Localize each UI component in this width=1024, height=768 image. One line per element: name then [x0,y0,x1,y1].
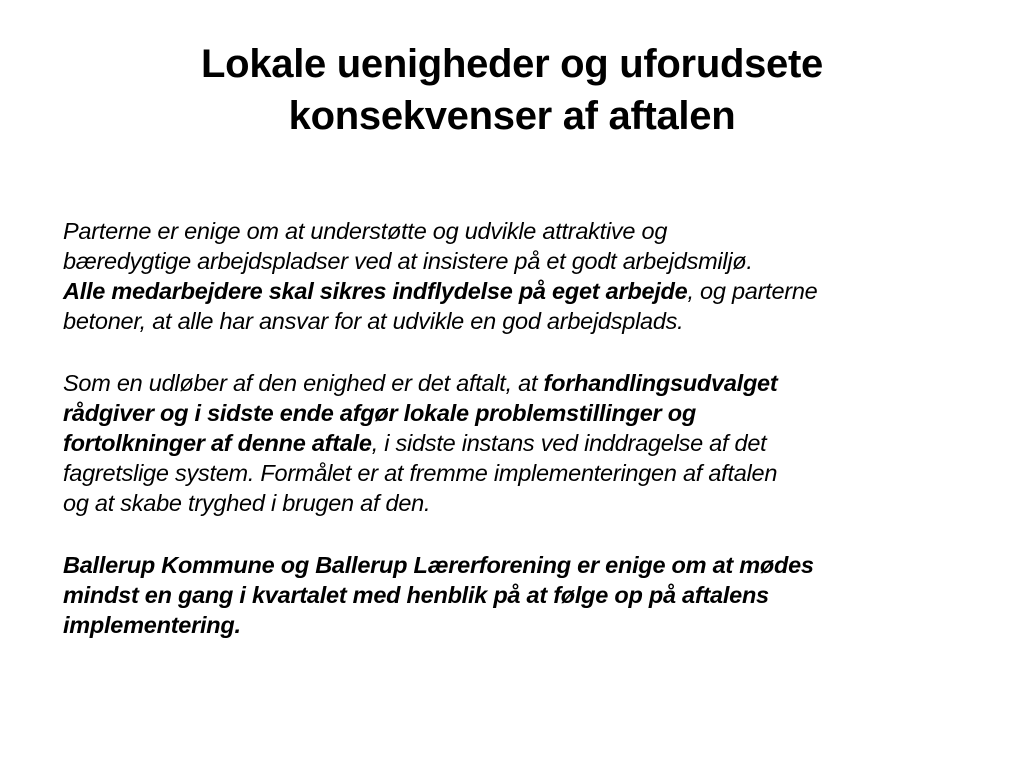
slide-body [63,216,968,672]
paragraph-1-line-2: bæredygtige arbejdspladser ved at insistere på et godt arbejdsmiljø. [63,248,753,274]
paragraph-2-line-1-pre: Som en udløber af den enighed er det aftalt, at [63,370,544,396]
paragraph-2 [63,368,968,518]
paragraph-3 [63,550,968,640]
paragraph-2-emphasis-1: forhandlingsudvalget [543,370,778,396]
paragraph-3-line-1: Ballerup Kommune og Ballerup Lærerforening er enige om at mødes [63,552,814,578]
paragraph-1-line-3-rest: , og parterne [687,278,818,304]
paragraph-2-emphasis-3: fortolkninger af denne aftale [63,430,372,456]
paragraph-2-line-5: og at skabe tryghed i brugen af den. [63,490,431,516]
paragraph-1-line-4: betoner, at alle har ansvar for at udvikle en god arbejdsplads. [63,308,684,334]
paragraph-3-line-2: mindst en gang i kvartalet med henblik på at følge op på aftalens [63,582,769,608]
paragraph-1-emphasis: Alle medarbejdere skal sikres indflydelse på eget arbejde [63,278,688,304]
paragraph-2-emphasis-2: rådgiver og i sidste ende afgør lokale problemstillinger og [63,400,696,426]
paragraph-2-line-3-rest: , i sidste instans ved inddragelse af det [371,430,767,456]
paragraph-2-line-4: fagretslige system. Formålet er at fremme implementeringen af aftalen [63,460,778,486]
slide-title [60,38,964,142]
paragraph-1 [63,216,968,336]
paragraph-3-line-3: implementering. [63,612,241,638]
slide-title-line-2: konsekvenser af aftalen [288,94,736,138]
slide-title-line-1: Lokale uenigheder og uforudsete [201,42,823,86]
paragraph-1-line-1: Parterne er enige om at understøtte og udvikle attraktive og [63,218,668,244]
